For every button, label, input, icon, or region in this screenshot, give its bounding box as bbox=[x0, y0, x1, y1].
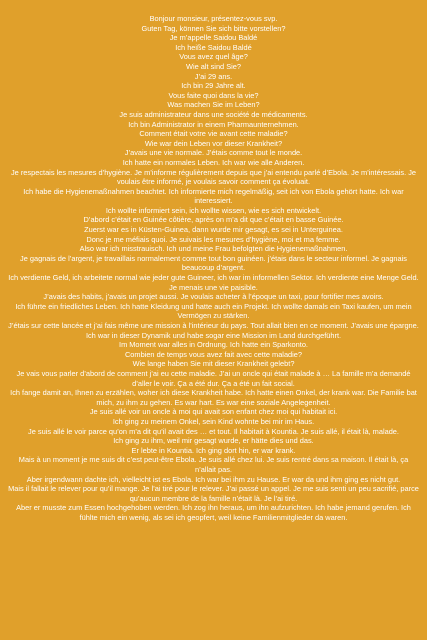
transcript-line: Je gagnais de l’argent, je travaillais normalement comme tout bon guinéen. j’étais dans le secteur informel. Je gagnais beaucoup d’argent. bbox=[20, 253, 407, 273]
transcript-line: Wie alt sind Sie? bbox=[185, 61, 242, 71]
transcript-line: Ich hatte ein normales Leben. Ich war wie alle Anderen. bbox=[122, 157, 305, 167]
transcript-line: Wie lange haben Sie mit dieser Krankheit gelebt? bbox=[132, 359, 295, 369]
transcript-line: Was machen Sie im Leben? bbox=[167, 100, 260, 110]
transcript-line: Je suis allé voir un oncle à moi qui avait son enfant chez moi qui habitait ici. bbox=[89, 407, 338, 417]
transcript-line: Comment était votre vie avant cette maladie? bbox=[139, 129, 288, 139]
transcript-line: Je respectais les mesures d’hygiène. Je m’informe régulièrement depuis que j’ai entendu parlé d’Ebola. Je m’intéressais. Je voulais être informé, je voulais savoir comment ça évoluait. bbox=[10, 167, 417, 187]
transcript-line: Vous faite quoi dans la vie? bbox=[168, 90, 259, 100]
transcript-line: J’avais des habits, j’avais un projet aussi. Je voulais acheter à l’époque un taxi, pour fortifier mes avoirs. bbox=[43, 292, 384, 302]
transcript-line: Ich führte ein friedliches Leben. Ich hatte Kleidung und hatte auch ein Projekt. Ich wollte damals ein Taxi kaufen, um mein Vermögen zu stärken. bbox=[15, 301, 412, 321]
transcript-line: Je suis allé le voir parce qu’on m’a dit qu’il avait des … et tout. Il habitait à Kountia. Je suis allé, il était là, malade. bbox=[28, 426, 399, 436]
transcript-line: J’étais sur cette lancée et j’ai fais même une mission à l’intérieur du pays. Tout allait bien en ce moment. J’avais une épargne. bbox=[8, 321, 419, 330]
transcript-line: Mais il fallait le relever pour qu’il mange. Je l’ai tiré pour le relever. J’ai passé un appel. Je me suis senti un peu sacrifié, parce qu’aucun membre de la famille n’était là. Je l’ai tiré. bbox=[8, 484, 419, 503]
transcript-line: Ich ging zu meinem Onkel, sein Kind wohnte bei mir im Haus. bbox=[112, 416, 315, 426]
transcript-line: Er lebte in Kountia. Ich ging dort hin, er war krank. bbox=[131, 445, 296, 455]
transcript-line: Je vais vous parler d’abord de comment j’ai eu cette maladie. J’ai un oncle qui était malade à … La famille m’a demandé d’aller le voir. Ça a été dur. Ça a été un fait social. bbox=[16, 368, 411, 388]
transcript-line: Ich heiße Saidou Baldé bbox=[175, 42, 252, 52]
transcript-line: Im Moment war alles in Ordnung. Ich hatte ein Sparkonto. bbox=[119, 340, 308, 350]
transcript-line: Ich habe die Hygienemaßnahmen beachtet. Ich informierte mich regelmäßig, seit ich von Ebola gehört hatte. Ich war interessiert. bbox=[23, 186, 404, 206]
transcript-line: Wie war dein Leben vor dieser Krankheit? bbox=[144, 138, 283, 148]
transcript-line: Ich war in dieser Dynamik und habe sogar eine Mission im Land durchgeführt. bbox=[85, 330, 342, 340]
transcript-line: Aber irgendwann dachte ich, vielleicht ist es Ebola. Ich war bei ihm zu Hause. Er war da und ihm ging es nicht gut. bbox=[26, 474, 401, 484]
transcript-line: Je m’appelle Saidou Baldé bbox=[169, 33, 258, 43]
transcript-line: Aber er musste zum Essen hochgehoben werden. Ich zog ihn heraus, um ihn aufzurichten. Ich habe jemand gerufen. Ich fühlte mich ein wenig, als sei ich geopfert, weil keine Familienmitglieder da waren. bbox=[16, 503, 411, 522]
transcript-line: Combien de temps vous avez fait avec cette maladie? bbox=[124, 349, 303, 359]
transcript-line: Ich ging zu ihm, weil mir gesagt wurde, er hätte dies und das. bbox=[113, 436, 314, 446]
transcript-line: Zuerst war es in Küsten-Guinea, dann wurde mir gesagt, es sei in Unterguinea. bbox=[84, 225, 343, 235]
transcript-line: Guten Tag, können Sie sich bitte vorstellen? bbox=[141, 23, 286, 33]
transcript-line: Ich wollte informiert sein, ich wollte wissen, wie es sich entwickelt. bbox=[105, 205, 322, 215]
transcript-line: Bonjour monsieur, présentez-vous svp. bbox=[149, 14, 278, 23]
transcript-line: Vous avez quel âge? bbox=[179, 52, 248, 62]
transcript-line: Je suis administrateur dans une société de médicaments. bbox=[119, 109, 308, 119]
transcript-line: Je menais une vie paisible. bbox=[169, 282, 258, 292]
transcript-line: D’abord c’était en Guinée côtière, après on m’a dit que c’était en basse Guinée. bbox=[83, 215, 344, 225]
transcript-line: Ich fange damit an, Ihnen zu erzählen, woher ich diese Krankheit habe. Ich hatte einen Onkel, der krank war. Die Familie bat mich, zu ihm zu gehen. Es war hart. Es war eine soziale Angelegenheit. bbox=[10, 388, 417, 407]
transcript-line: J’avais une vie normale. J’étais comme tout le monde. bbox=[124, 148, 303, 158]
transcript-line: Ich bin 29 Jahre alt. bbox=[181, 81, 246, 91]
transcript-line: Mais à un moment je me suis dit c’est peut-être Ebola. Je suis allé chez lui. Je suis rentré dans sa maison. Il était là, ça n’allait pas. bbox=[18, 455, 409, 474]
transcript-line: Also war ich misstrauisch. Ich und meine Frau befolgten die Hygienemaßnahmen. bbox=[79, 244, 348, 254]
transcript-line: J’ai 29 ans. bbox=[194, 71, 233, 81]
transcript-line: Donc je me méfiais quoi. Je suivais les mesures d’hygiène, moi et ma femme. bbox=[86, 234, 341, 244]
transcript-line: Ich bin Administrator in einem Pharmaunternehmen. bbox=[128, 119, 299, 129]
transcript-line: Ich verdiente Geld, ich arbeitete normal wie jeder gute Guineer, ich war im informellen Sektor. Ich verdiente eine Menge Geld. bbox=[8, 273, 419, 283]
